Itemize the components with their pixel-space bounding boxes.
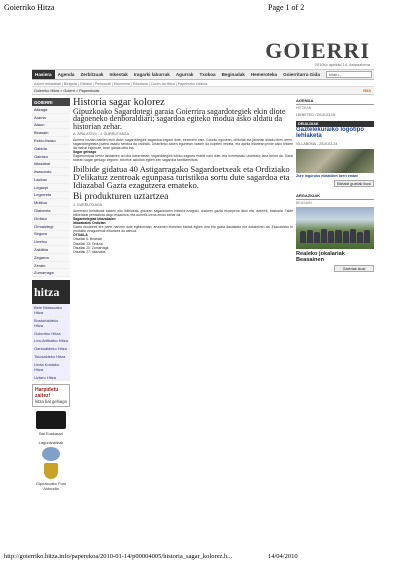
article-body-3: Aurrerako turistikoak batzen ditu ibilbideak: goizean sagardoaren historia ezagutu, ondoren gazta ekoizpena ikusi eta, azkenik, bazkaria. Talde txikientzat pentsatuta dago eskaintza, eta aurretik izena eman behar da. bbox=[73, 208, 293, 217]
hitza-network-link[interactable]: Urola Kostako Hitza bbox=[32, 361, 70, 374]
sidebar-town-link[interactable]: Zegama bbox=[32, 254, 70, 262]
hitza-network-link[interactable]: Oarsoaldeko Hitza bbox=[32, 345, 70, 353]
bai-euskarari-logo bbox=[36, 411, 66, 429]
hitza-network-link[interactable]: Busturialdeko Hitza bbox=[32, 317, 70, 330]
sidebar-town-link[interactable]: Legorreta bbox=[32, 192, 70, 200]
sidebar-town-link[interactable]: Itsasondo bbox=[32, 168, 70, 176]
hitza-network-link[interactable]: Uztaro Hitza bbox=[32, 374, 70, 382]
subscribe-box[interactable] bbox=[32, 384, 70, 407]
sidebar-town-link[interactable]: Idiazabal bbox=[32, 160, 70, 168]
subscribe-title: Harpidetu zaitez! bbox=[35, 387, 59, 400]
article-headline: Historia sagar kolorez bbox=[73, 97, 165, 108]
date-line: 2010ko apirilak 14, Asteazkena bbox=[314, 62, 370, 67]
agenda-tag: DEIALDIAK bbox=[296, 121, 374, 127]
article-byline-2: J. GURRUTXAGA bbox=[73, 203, 103, 208]
main-nav bbox=[32, 70, 374, 80]
schedule-item: Otsailak 13: Ordizia bbox=[73, 241, 103, 246]
sidebar-town-link[interactable]: Zerain bbox=[32, 262, 70, 270]
sidebar-town-link[interactable]: Ezkio-Itsaso bbox=[32, 137, 70, 145]
breadcrumb bbox=[32, 87, 374, 95]
sidebar-town-link[interactable]: Gabiria bbox=[32, 145, 70, 153]
sub-nav[interactable]: Azken orrialdeak | Bizigeak | Ekitaldi | Pertsonak | Ekonomia | Elkarlana | Zuzen da Hitza | Paperezko edizioa bbox=[32, 80, 374, 87]
nav-items bbox=[32, 70, 323, 79]
article-headline-3: Bi produkturen uztartzea bbox=[73, 190, 169, 202]
sidebar-town-link[interactable]: Mutiloa bbox=[32, 199, 70, 207]
sidebar-town-link[interactable]: Ormaiztegi bbox=[32, 223, 70, 231]
gallery-button[interactable]: Galeriak ikusi bbox=[334, 265, 374, 272]
sidebar-town-link[interactable]: Ordizia bbox=[32, 215, 70, 223]
schedule-item: Otsailak 20: Zumarraga bbox=[73, 245, 109, 250]
print-date: 14/04/2010 bbox=[268, 553, 298, 560]
team-people bbox=[300, 229, 370, 243]
sidebar-town-link[interactable]: Arama bbox=[32, 114, 70, 122]
agenda-sub: HITZEAN bbox=[296, 106, 312, 110]
sidebar-town-link[interactable]: Lazkao bbox=[32, 176, 70, 184]
sponsor-logo bbox=[42, 447, 60, 461]
crest-logo bbox=[44, 463, 58, 479]
right-column bbox=[296, 98, 374, 272]
agenda-photo[interactable] bbox=[296, 149, 374, 173]
sidebar-header: GOIERRI bbox=[32, 98, 70, 106]
town-list bbox=[32, 106, 70, 277]
team-photo[interactable] bbox=[296, 207, 374, 249]
hitza-logo: hitza bbox=[32, 280, 70, 304]
article-subhead-2: Sagardotegiak Idiazabalen bbox=[73, 216, 116, 221]
nav-item-gida[interactable]: Goierritarra Gida bbox=[283, 72, 320, 77]
agenda-date-2: VILLABONA - 2010-03-24 bbox=[296, 142, 338, 146]
hitza-network-link[interactable]: Goierriko Hitza bbox=[32, 330, 70, 338]
article-body-4: Gazta ekoizleek ere parte hartzen dute egitasmoan; artzainen etxeetan bisitak egiten dira eta gazta dastaketa ere eskaintzen da. Eskualdeko bi produktu ezagunenak elkartzea da asmoa. bbox=[73, 225, 293, 234]
nav-item-beginadak[interactable]: Beginadak bbox=[221, 72, 245, 77]
schedule-item: Otsailak 27: Idiazabal bbox=[73, 249, 106, 254]
masthead bbox=[32, 36, 374, 70]
agenda-caption[interactable]: Zure inguruko ekitaldien berri eman! bbox=[296, 174, 359, 178]
search-input[interactable]: bilatu... bbox=[326, 71, 372, 78]
photo-caption[interactable]: Realeko jokalariak Beasainen bbox=[296, 251, 345, 264]
article-byline: A. APALATEGI - J. GURRUTXAGA bbox=[73, 132, 129, 137]
hitza-network-link[interactable]: Tolosaldeko Hitza bbox=[32, 353, 70, 361]
sidebar-town-link[interactable]: Zaldibia bbox=[32, 246, 70, 254]
hitza-links bbox=[32, 304, 70, 381]
webpage bbox=[32, 36, 374, 550]
sidebar-town-link[interactable]: Urretxu bbox=[32, 238, 70, 246]
rss-icon[interactable]: RSS bbox=[363, 89, 371, 93]
article-body-1: Aurrera hoztan dabilen ekin diote; sagardotegiek sagardoa iragarri dute, bezeroen zain. Gaurko egunean, ohiturak eta janariak aldatu diren arren, sagardotegietara joatea usadio sendoa da oraindik. Urtarrileko azken egunetan hasten da kupelen ireketa, eta apirila bitartean jende asko biltzen da mahai inguruan, txotx garaia dela eta. bbox=[73, 137, 293, 151]
print-header bbox=[4, 3, 396, 15]
article-subhead-1: Sagar gehiago bbox=[73, 150, 97, 155]
agenda-header: AGENDA bbox=[296, 98, 374, 105]
agenda-title[interactable]: Gaztelekuraiko logotipo lehiaketa bbox=[296, 127, 365, 139]
sidebar-town-link[interactable]: Gaintza bbox=[32, 153, 70, 161]
subscribe-text: hitza bat gehiago bbox=[35, 399, 67, 405]
schedule-item: Otsailak 6: Beasain bbox=[73, 237, 103, 242]
sidebar-town-link[interactable]: Altzaga bbox=[32, 106, 70, 114]
nav-item-txokoa[interactable]: Txokoa bbox=[199, 72, 216, 77]
hitza-network-link[interactable]: Bele Bidasoako Hitza bbox=[32, 304, 70, 317]
article-subhead-3: Idiazabalek Ordizian bbox=[73, 221, 106, 226]
photos-header: ARGAZKIAK bbox=[296, 193, 374, 200]
print-title: Goierriko Hitza bbox=[4, 3, 55, 12]
article bbox=[73, 98, 293, 254]
nav-item-agurrak[interactable]: Agurrak bbox=[175, 72, 194, 77]
sponsor-laguntzaileak: Laguntzaileak Gipuzkoako Foru Aldundia bbox=[35, 440, 67, 492]
article-subheadline: Gipuzkoako Sagardotegi garaia Goierrira sagardotegiek ekin diote dagoeneko denboraldiari; sagardoa egiteko modua asko aldatu da historian zehar. bbox=[73, 106, 286, 132]
sidebar-town-link[interactable]: Zumarraga bbox=[32, 269, 70, 277]
print-footer bbox=[4, 553, 396, 563]
site-logo[interactable]: GOIERRI bbox=[265, 38, 370, 63]
agenda-date: LEHEITEO - 2010-03-05 bbox=[296, 113, 336, 117]
agenda-more-button[interactable]: Ekitaldi guztiak ikusi bbox=[334, 180, 374, 187]
nav-item-hasiera[interactable]: Hasiera bbox=[32, 70, 55, 79]
sidebar-town-link[interactable]: Olaberria bbox=[32, 207, 70, 215]
nav-item-zerbitzuak[interactable]: Zerbitzuak bbox=[80, 72, 104, 77]
breadcrumb-path[interactable]: Goierriko Hitza > Goierri > Paperekoak bbox=[34, 89, 100, 93]
print-url: http://goierriko.hitza.info/paperekoa/2010-01-14/p00004005/historia_sagar_kolorez.h... bbox=[4, 553, 233, 560]
list-title: OTSAILA bbox=[73, 233, 88, 238]
sidebar-town-link[interactable]: Beasain bbox=[32, 129, 70, 137]
schedule-list bbox=[73, 237, 293, 253]
photos-sub: BEASAIN bbox=[296, 201, 312, 206]
nav-item-agenda[interactable]: Agenda bbox=[57, 72, 75, 77]
hitza-network-link[interactable]: Lea-Artibaiko Hitza bbox=[32, 338, 70, 346]
sponsor-bai-euskarari: Bai Euskarari bbox=[32, 411, 70, 436]
article-body-2: Sagarrondoak berriz landatzen ari dira baserrietan; sagardotegiek tokiko sagarra erabili nahi dute, eta horretarako urteetako lana behar da. Garai batean sagar gehiago zegoen, eta etxe askotan egiten zen sagardoa familiarentzat. bbox=[73, 154, 293, 163]
nav-item-hemeroteka[interactable]: Hemeroteka bbox=[250, 72, 278, 77]
sidebar-town-link[interactable]: Legazpi bbox=[32, 184, 70, 192]
nav-item-inkestak[interactable]: Inkestak bbox=[109, 72, 128, 77]
nav-item-iragarkiak[interactable]: Iragarki laburrak bbox=[133, 72, 170, 77]
left-sidebar bbox=[32, 98, 70, 491]
sidebar-town-link[interactable]: Ataun bbox=[32, 122, 70, 130]
article-headline-2: Ibilbide gidatua 40 Astigarragako Sagardoetxeak eta Ordiziako D'elikatuz zentroak egunpasa turistikoa sortu dute sagardoa eta Idiazabal Gazta ezagutzera emateko. bbox=[73, 163, 290, 191]
sidebar-town-link[interactable]: Segura bbox=[32, 231, 70, 239]
print-page-number: Page 1 of 2 bbox=[268, 3, 305, 12]
